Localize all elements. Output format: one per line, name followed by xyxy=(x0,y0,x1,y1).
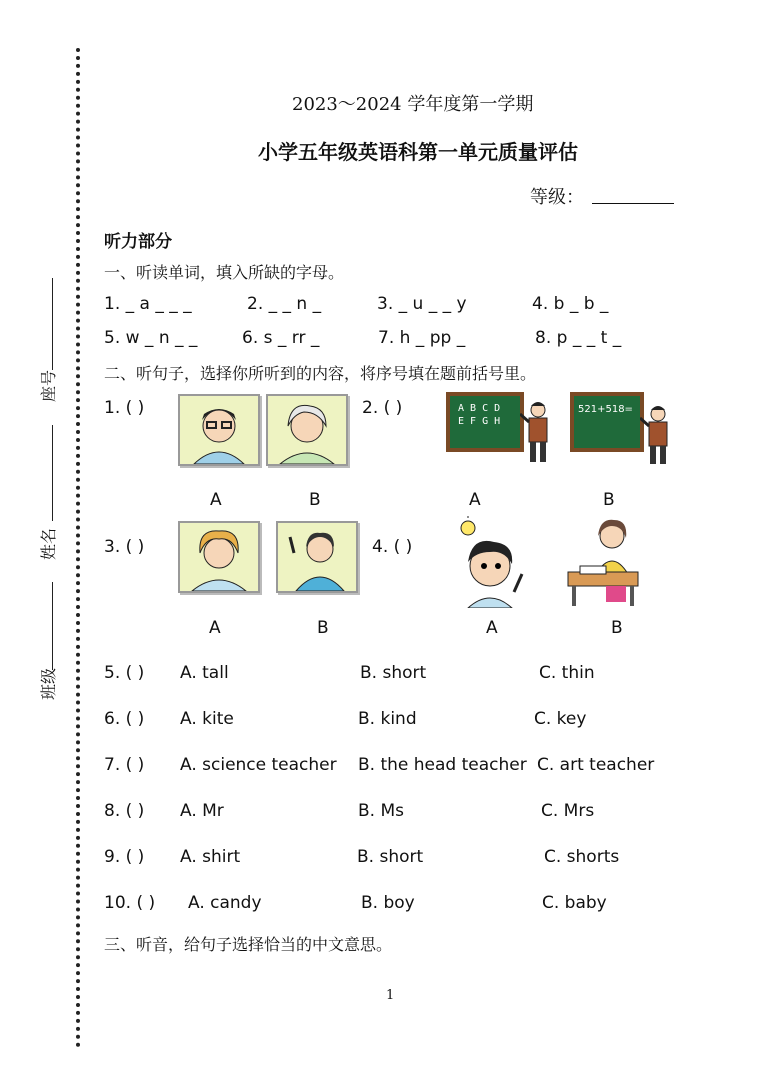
question-1: 1. ( ) xyxy=(104,398,145,418)
q10-option-c: C. baby xyxy=(542,893,607,913)
board-sum: 521+518= xyxy=(578,404,633,415)
q7-option-c: C. art teacher xyxy=(537,755,655,775)
name-line[interactable] xyxy=(52,425,53,521)
woman-pointing-icon xyxy=(278,523,356,591)
board-letters: A B C D E F G H xyxy=(458,403,501,427)
math-board-picture xyxy=(570,392,644,452)
word-item-4: 4. b _ b _ xyxy=(532,294,609,314)
part1-title: 一、听读单词，填入所缺的字母。 xyxy=(104,263,345,282)
seat-line[interactable] xyxy=(52,278,53,370)
pic-label-3b: B xyxy=(317,618,329,638)
section-title: 听力部分 xyxy=(104,232,172,252)
q5-option-b: B. short xyxy=(360,663,427,683)
word-item-3: 3. _ u _ _ y xyxy=(377,294,467,314)
man-with-glasses-picture xyxy=(178,394,260,466)
q10-option-a: A. candy xyxy=(188,893,262,913)
class-label: 班级 xyxy=(39,667,58,700)
q9-option-a: A. shirt xyxy=(180,847,241,867)
question-8: 8. ( ) xyxy=(104,801,145,821)
alphabet-board-picture xyxy=(446,392,524,452)
man-face-icon xyxy=(180,396,258,464)
curly-hair-woman-picture xyxy=(178,521,260,593)
q6-option-c: C. key xyxy=(534,709,587,729)
pic-label-4a: A xyxy=(486,618,498,638)
pic-label-1b: B xyxy=(309,490,321,510)
pic-label-1a: A xyxy=(210,490,222,510)
q6-option-b: B. kind xyxy=(358,709,417,729)
q10-option-b: B. boy xyxy=(361,893,415,913)
word-item-2: 2. _ _ n _ xyxy=(247,294,322,314)
word-item-1: 1. _ a _ _ _ xyxy=(104,294,192,314)
q5-option-c: C. thin xyxy=(539,663,595,683)
question-5: 5. ( ) xyxy=(104,663,145,683)
old-woman-face-icon xyxy=(268,396,346,464)
part3-title: 三、听音，给句子选择恰当的中文意思。 xyxy=(104,935,393,954)
word-item-5: 5. w _ n _ _ xyxy=(104,328,198,348)
word-item-6: 6. s _ rr _ xyxy=(242,328,320,348)
grade-blank[interactable] xyxy=(592,203,674,204)
page-number: 1 xyxy=(386,988,395,1003)
question-9: 9. ( ) xyxy=(104,847,145,867)
word-item-7: 7. h _ pp _ xyxy=(378,328,466,348)
teacher-icon xyxy=(640,404,674,466)
term-text: 2023～2024 学年度第一学期 xyxy=(292,94,534,115)
class-line[interactable] xyxy=(52,582,53,670)
q7-option-b: B. the head teacher xyxy=(358,755,527,775)
girl-writing-at-desk-icon xyxy=(566,516,648,608)
q6-option-a: A. kite xyxy=(180,709,234,729)
q8-option-a: A. Mr xyxy=(180,801,224,821)
q5-option-a: A. tall xyxy=(180,663,229,683)
q9-option-b: B. short xyxy=(357,847,424,867)
part2-title: 二、听句子，选择你所听到的内容，将序号填在题前括号里。 xyxy=(104,364,537,383)
q9-option-c: C. shorts xyxy=(544,847,620,867)
name-label: 姓名 xyxy=(39,527,58,560)
grade-label: 等级： xyxy=(530,187,584,208)
question-3: 3. ( ) xyxy=(104,537,145,557)
pic-label-3a: A xyxy=(209,618,221,638)
teacher-icon xyxy=(520,400,554,464)
question-7: 7. ( ) xyxy=(104,755,145,775)
q8-option-b: B. Ms xyxy=(358,801,404,821)
pic-label-2b: B xyxy=(603,490,615,510)
seat-label: 座号 xyxy=(39,369,58,402)
page-title: 小学五年级英语科第一单元质量评估 xyxy=(258,140,578,164)
pic-label-2a: A xyxy=(469,490,481,510)
boy-with-idea-icon xyxy=(454,516,530,608)
pic-label-4b: B xyxy=(611,618,623,638)
question-2: 2. ( ) xyxy=(362,398,403,418)
old-woman-picture xyxy=(266,394,348,466)
question-10: 10. ( ) xyxy=(104,893,156,913)
word-item-8: 8. p _ _ t _ xyxy=(535,328,622,348)
binding-dotted-line xyxy=(76,48,80,1048)
q8-option-c: C. Mrs xyxy=(541,801,595,821)
question-6: 6. ( ) xyxy=(104,709,145,729)
q7-option-a: A. science teacher xyxy=(180,755,337,775)
woman-face-icon xyxy=(180,523,258,591)
question-4: 4. ( ) xyxy=(372,537,413,557)
pointing-woman-picture xyxy=(276,521,358,593)
